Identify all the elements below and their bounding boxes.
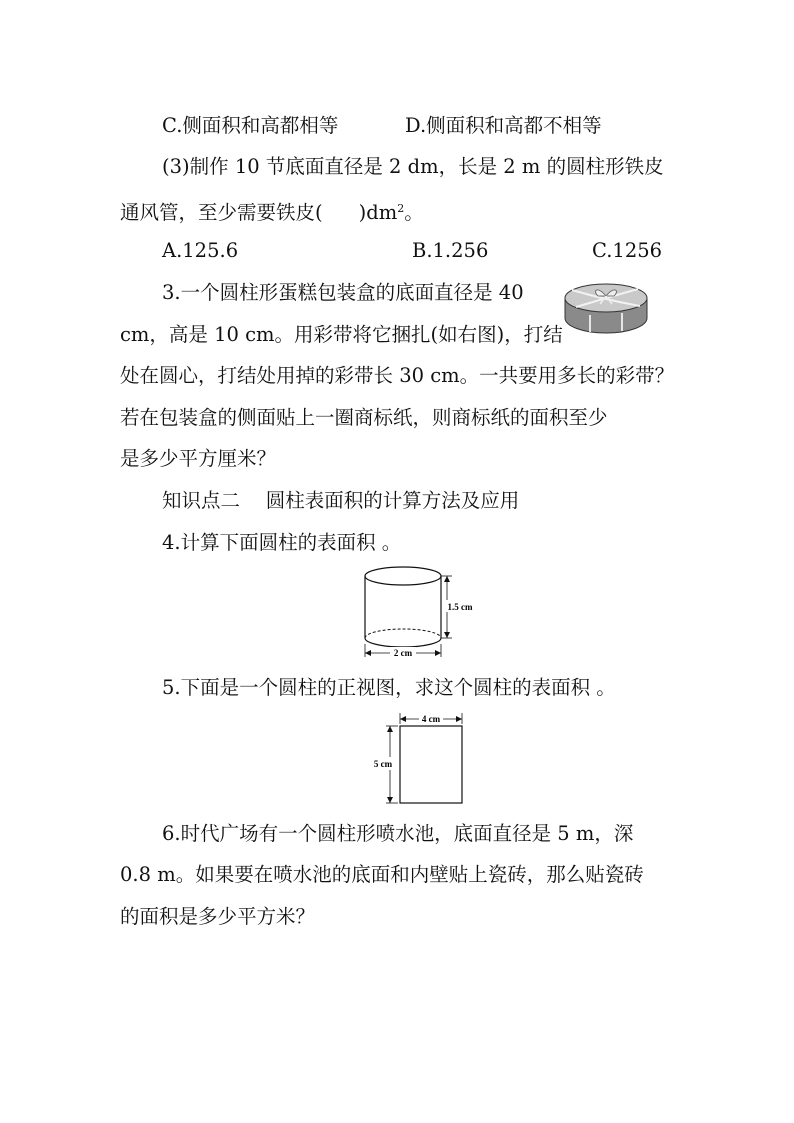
q2-sub3-sup: 2: [397, 202, 405, 215]
q6-line3: 的面积是多少平方米？: [120, 905, 316, 928]
q2-option-d: D.侧面积和高都不相等: [405, 114, 602, 137]
q3-line2: cm，高是 10 cm。用彩带将它捆扎(如右图)，打结: [120, 323, 563, 346]
cylinder-diagram: [352, 562, 482, 662]
cake-box-illustration: [562, 280, 650, 336]
q6-line2: 0.8 m。如果要在喷水池的底面和内壁贴上瓷砖，那么贴瓷砖: [120, 863, 644, 886]
section-title: 知识点二 圆柱表面积的计算方法及应用: [162, 489, 520, 512]
q4-text: 4.计算下面圆柱的表面积 。: [162, 531, 402, 554]
q2-sub3-option-b: B.1.256: [412, 239, 489, 262]
q4-diameter-label: 2 cm: [393, 648, 413, 658]
q5-height-label: 5 cm: [373, 759, 393, 769]
q3-line3: 处在圆心，打结处用掉的彩带长 30 cm。一共要用多长的彩带？: [120, 364, 675, 387]
q2-sub3-line2-b: )dm: [358, 201, 398, 224]
q6-line1: 6.时代广场有一个圆柱形喷水池，底面直径是 5 m，深: [162, 822, 634, 845]
front-view-diagram: [366, 710, 470, 808]
q2-sub3-line2: [120, 197, 424, 225]
q2-option-c: C.侧面积和高都相等: [162, 114, 339, 137]
q5-width-label: 4 cm: [421, 714, 441, 724]
q5-text: 5.下面是一个圆柱的正视图，求这个圆柱的表面积 。: [162, 676, 616, 699]
q2-sub3-line2-c: 。: [404, 201, 424, 224]
q2-sub3-option-a: A.125.6: [162, 239, 239, 262]
q3-line4: 若在包装盒的侧面贴上一圈商标纸，则商标纸的面积至少: [120, 406, 608, 429]
q2-sub3-option-c: C.1256: [592, 239, 663, 262]
q3-line5: 是多少平方厘米？: [120, 447, 277, 470]
q2-sub3-line1: (3)制作 10 节底面直径是 2 dm，长是 2 m 的圆柱形铁皮: [162, 155, 664, 178]
q2-sub3-line2-a: 通风管，至少需要铁皮(: [120, 201, 323, 224]
q4-height-label: 1.5 cm: [447, 602, 473, 612]
q3-line1: 3.一个圆柱形蛋糕包装盒的底面直径是 40: [162, 281, 524, 304]
